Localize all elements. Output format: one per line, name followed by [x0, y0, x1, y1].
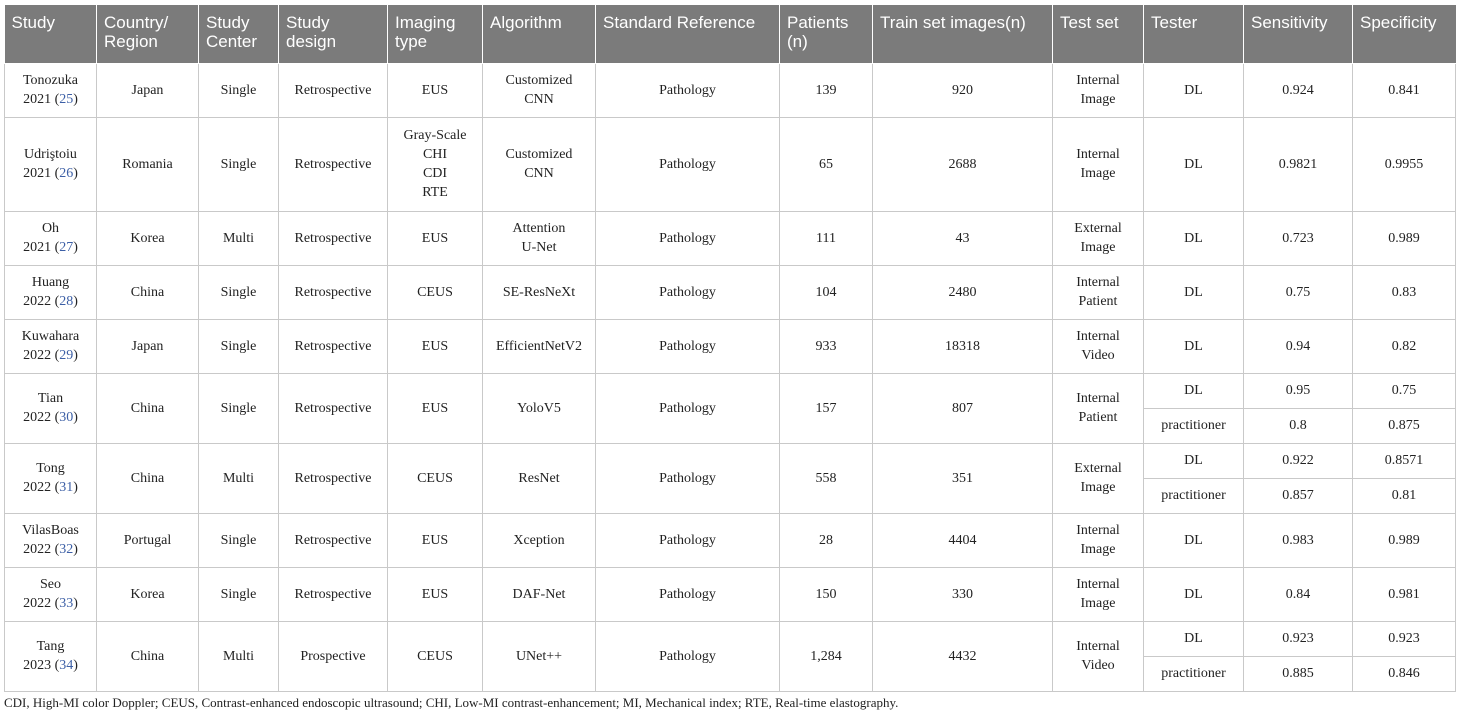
- country-cell: Korea: [97, 211, 199, 265]
- ref-paren: ): [73, 542, 78, 557]
- specificity-cell: 0.81: [1353, 478, 1456, 513]
- test-set-cell: [1053, 513, 1144, 567]
- design-cell: Retrospective: [279, 63, 388, 117]
- sensitivity-cell: 0.857: [1244, 478, 1353, 513]
- column-header-line: Test set: [1060, 13, 1119, 32]
- study-year: 2022: [23, 410, 52, 425]
- patients-cell: 111: [780, 211, 873, 265]
- country-cell: Japan: [97, 319, 199, 373]
- sensitivity-cell: 0.885: [1244, 656, 1353, 691]
- design-cell: Retrospective: [279, 211, 388, 265]
- algorithm-cell: [483, 567, 596, 621]
- reference-link[interactable]: 25: [59, 92, 74, 107]
- study-author: Udriştoiu: [24, 147, 77, 162]
- ref-paren: ): [73, 658, 78, 673]
- tester-cell: DL: [1144, 319, 1244, 373]
- study-author: Kuwahara: [21, 329, 80, 344]
- imaging-cell: [388, 211, 483, 265]
- table-row: [5, 211, 1456, 265]
- reference-cell: Pathology: [596, 443, 780, 513]
- specificity-cell: 0.981: [1353, 567, 1456, 621]
- center-cell: Single: [199, 373, 279, 443]
- patients-cell: 104: [780, 265, 873, 319]
- imaging-cell-line: CEUS: [417, 648, 453, 664]
- center-cell: Single: [199, 63, 279, 117]
- test-set-cell-line: Internal: [1076, 391, 1120, 406]
- ref-paren: ): [73, 348, 78, 363]
- patients-cell: 558: [780, 443, 873, 513]
- test-set-cell-line: Image: [1080, 542, 1116, 557]
- column-header: [1144, 5, 1244, 63]
- test-set-cell-line: Image: [1080, 166, 1116, 181]
- algorithm-cell: [483, 63, 596, 117]
- design-cell: Prospective: [279, 621, 388, 691]
- test-set-cell-line: Image: [1080, 480, 1116, 495]
- train-images-cell: 330: [873, 567, 1053, 621]
- tester-cell: DL: [1144, 443, 1244, 478]
- imaging-cell-line: EUS: [421, 338, 449, 354]
- column-header: [1053, 5, 1144, 63]
- imaging-cell: [388, 265, 483, 319]
- study-author: Tong: [36, 461, 65, 476]
- table-row: [5, 621, 1456, 656]
- sensitivity-cell: 0.723: [1244, 211, 1353, 265]
- column-header-line: Country/: [104, 13, 169, 32]
- column-header: [780, 5, 873, 63]
- ref-paren: (: [51, 240, 60, 255]
- imaging-cell-line: EUS: [421, 586, 449, 602]
- specificity-cell: 0.841: [1353, 63, 1456, 117]
- algorithm-cell-line: Customized: [505, 73, 573, 88]
- study-cell: [5, 567, 97, 621]
- algorithm-cell-line: DAF-Net: [512, 586, 566, 602]
- tester-cell: DL: [1144, 211, 1244, 265]
- sensitivity-cell: 0.75: [1244, 265, 1353, 319]
- design-cell: Retrospective: [279, 265, 388, 319]
- train-images-cell: 4432: [873, 621, 1053, 691]
- reference-cell: Pathology: [596, 265, 780, 319]
- study-cell: [5, 443, 97, 513]
- imaging-cell: [388, 63, 483, 117]
- algorithm-cell-line: SE-ResNeXt: [502, 284, 576, 300]
- country-cell: China: [97, 373, 199, 443]
- test-set-cell-line: Image: [1080, 92, 1116, 107]
- imaging-cell: [388, 443, 483, 513]
- table-body: [5, 63, 1456, 691]
- study-cell: [5, 319, 97, 373]
- ref-paren: (: [51, 410, 60, 425]
- column-header: [483, 5, 596, 63]
- algorithm-cell: [483, 443, 596, 513]
- test-set-cell-line: Internal: [1076, 275, 1120, 290]
- ref-paren: ): [73, 480, 78, 495]
- test-set-cell-line: Video: [1081, 658, 1115, 673]
- tester-cell: DL: [1144, 63, 1244, 117]
- ref-paren: (: [51, 596, 60, 611]
- imaging-cell-line: CEUS: [417, 284, 453, 300]
- test-set-cell-line: Video: [1081, 348, 1115, 363]
- center-cell: Multi: [199, 443, 279, 513]
- study-author: Huang: [31, 275, 70, 290]
- study-year: 2021: [23, 92, 52, 107]
- imaging-cell-line: CHI: [422, 147, 448, 162]
- study-year-line: [8, 478, 93, 497]
- sensitivity-cell: 0.922: [1244, 443, 1353, 478]
- tester-cell: DL: [1144, 117, 1244, 211]
- study-year-line: [8, 594, 93, 613]
- algorithm-cell: [483, 265, 596, 319]
- specificity-cell: 0.83: [1353, 265, 1456, 319]
- sensitivity-cell: 0.95: [1244, 373, 1353, 408]
- algorithm-cell: [483, 621, 596, 691]
- ref-paren: (: [51, 542, 60, 557]
- specificity-cell: 0.989: [1353, 211, 1456, 265]
- study-year-line: [8, 90, 93, 109]
- specificity-cell: 0.846: [1353, 656, 1456, 691]
- reference-link[interactable]: 30: [59, 410, 74, 425]
- patients-cell: 933: [780, 319, 873, 373]
- test-set-cell: [1053, 373, 1144, 443]
- reference-cell: Pathology: [596, 373, 780, 443]
- study-author: VilasBoas: [22, 523, 79, 538]
- study-year: 2022: [23, 294, 52, 309]
- center-cell: Single: [199, 117, 279, 211]
- center-cell: Single: [199, 567, 279, 621]
- train-images-cell: 2688: [873, 117, 1053, 211]
- specificity-cell: 0.75: [1353, 373, 1456, 408]
- algorithm-cell-line: ResNet: [518, 470, 560, 486]
- tester-cell: DL: [1144, 513, 1244, 567]
- study-year-line: [8, 238, 93, 257]
- algorithm-cell: [483, 211, 596, 265]
- test-set-cell: [1053, 265, 1144, 319]
- test-set-cell: [1053, 621, 1144, 691]
- ref-paren: (: [51, 348, 60, 363]
- study-author: Tang: [36, 639, 65, 654]
- country-cell: China: [97, 443, 199, 513]
- table-row: [5, 373, 1456, 408]
- ref-paren: ): [73, 240, 78, 255]
- patients-cell: 139: [780, 63, 873, 117]
- reference-cell: Pathology: [596, 63, 780, 117]
- test-set-cell-line: External: [1074, 221, 1122, 236]
- column-header-line: Study: [11, 13, 55, 32]
- specificity-cell: 0.989: [1353, 513, 1456, 567]
- reference-link[interactable]: 26: [59, 166, 74, 181]
- column-header-line: Standard Reference: [603, 13, 756, 32]
- column-header: [279, 5, 388, 63]
- table-row: [5, 443, 1456, 478]
- test-set-cell-line: Internal: [1076, 577, 1120, 592]
- study-year-line: [8, 292, 93, 311]
- train-images-cell: 18318: [873, 319, 1053, 373]
- patients-cell: 157: [780, 373, 873, 443]
- imaging-cell-line: EUS: [421, 532, 449, 548]
- algorithm-cell-line: CNN: [524, 166, 554, 181]
- study-author: Seo: [40, 577, 61, 592]
- column-header-line: Study: [286, 13, 330, 32]
- study-year-line: [8, 408, 93, 427]
- ref-paren: (: [51, 658, 60, 673]
- reference-cell: Pathology: [596, 621, 780, 691]
- column-header: [388, 5, 483, 63]
- train-images-cell: 2480: [873, 265, 1053, 319]
- column-header-line: Center: [206, 32, 258, 51]
- ref-paren: (: [51, 92, 60, 107]
- algorithm-cell-line: EfficientNetV2: [495, 338, 583, 354]
- train-images-cell: 807: [873, 373, 1053, 443]
- test-set-cell-line: Patient: [1078, 410, 1118, 425]
- patients-cell: 28: [780, 513, 873, 567]
- study-year-line: [8, 346, 93, 365]
- study-cell: [5, 513, 97, 567]
- study-author: Tian: [37, 391, 64, 406]
- country-cell: Romania: [97, 117, 199, 211]
- tester-cell: practitioner: [1144, 408, 1244, 443]
- reference-cell: Pathology: [596, 567, 780, 621]
- study-year: 2023: [23, 658, 52, 673]
- test-set-cell-line: Internal: [1076, 639, 1120, 654]
- tester-cell: practitioner: [1144, 656, 1244, 691]
- imaging-cell-line: CDI: [422, 166, 448, 181]
- test-set-cell-line: Patient: [1078, 294, 1118, 309]
- ref-paren: ): [73, 92, 78, 107]
- reference-cell: Pathology: [596, 513, 780, 567]
- test-set-cell: [1053, 319, 1144, 373]
- study-year: 2022: [23, 596, 52, 611]
- column-header: [596, 5, 780, 63]
- imaging-cell: [388, 117, 483, 211]
- reference-link[interactable]: 34: [59, 658, 74, 673]
- study-author: Oh: [41, 221, 60, 236]
- study-year: 2022: [23, 480, 52, 495]
- test-set-cell-line: Internal: [1076, 147, 1120, 162]
- column-header-line: Tester: [1151, 13, 1198, 32]
- column-header-line: Specificity: [1360, 13, 1437, 32]
- ref-paren: ): [73, 166, 78, 181]
- column-header-line: type: [395, 32, 428, 51]
- column-header: [873, 5, 1053, 63]
- table-row: [5, 513, 1456, 567]
- imaging-cell: [388, 567, 483, 621]
- algorithm-cell-line: Customized: [505, 147, 573, 162]
- country-cell: China: [97, 265, 199, 319]
- center-cell: Single: [199, 513, 279, 567]
- ref-paren: (: [51, 294, 60, 309]
- reference-cell: Pathology: [596, 117, 780, 211]
- tester-cell: practitioner: [1144, 478, 1244, 513]
- reference-cell: Pathology: [596, 211, 780, 265]
- algorithm-cell: [483, 513, 596, 567]
- center-cell: Multi: [199, 621, 279, 691]
- country-cell: Portugal: [97, 513, 199, 567]
- country-cell: China: [97, 621, 199, 691]
- imaging-cell-line: EUS: [421, 82, 449, 98]
- study-year: 2021: [23, 166, 52, 181]
- ref-paren: (: [51, 166, 60, 181]
- specificity-cell: 0.9955: [1353, 117, 1456, 211]
- train-images-cell: 4404: [873, 513, 1053, 567]
- reference-link[interactable]: 27: [59, 240, 74, 255]
- table-row: [5, 567, 1456, 621]
- patients-cell: 150: [780, 567, 873, 621]
- column-header-line: Train set images(n): [880, 13, 1026, 32]
- algorithm-cell: [483, 117, 596, 211]
- table-row: [5, 319, 1456, 373]
- study-table: [4, 5, 1456, 692]
- sensitivity-cell: 0.924: [1244, 63, 1353, 117]
- column-header: [199, 5, 279, 63]
- algorithm-cell-line: UNet++: [515, 648, 563, 664]
- imaging-cell: [388, 621, 483, 691]
- train-images-cell: 920: [873, 63, 1053, 117]
- reference-cell: Pathology: [596, 319, 780, 373]
- sensitivity-cell: 0.84: [1244, 567, 1353, 621]
- column-header-line: Imaging: [395, 13, 456, 32]
- specificity-cell: 0.8571: [1353, 443, 1456, 478]
- test-set-cell-line: Internal: [1076, 523, 1120, 538]
- algorithm-cell: [483, 319, 596, 373]
- reference-link[interactable]: 32: [59, 542, 74, 557]
- country-cell: Korea: [97, 567, 199, 621]
- sensitivity-cell: 0.8: [1244, 408, 1353, 443]
- reference-link[interactable]: 33: [59, 596, 74, 611]
- column-header-line: (n): [787, 32, 808, 51]
- column-header: [1353, 5, 1456, 63]
- column-header-line: Algorithm: [490, 13, 562, 32]
- test-set-cell-line: Internal: [1076, 329, 1120, 344]
- imaging-cell-line: EUS: [421, 400, 449, 416]
- ref-paren: ): [73, 294, 78, 309]
- design-cell: Retrospective: [279, 513, 388, 567]
- study-year: 2021: [23, 240, 52, 255]
- patients-cell: 1,284: [780, 621, 873, 691]
- column-header-line: Patients: [787, 13, 849, 32]
- column-header: [97, 5, 199, 63]
- test-set-cell-line: External: [1074, 461, 1122, 476]
- train-images-cell: 351: [873, 443, 1053, 513]
- study-cell: [5, 63, 97, 117]
- study-year-line: [8, 540, 93, 559]
- study-cell: [5, 621, 97, 691]
- study-cell: [5, 117, 97, 211]
- test-set-cell: [1053, 63, 1144, 117]
- ref-paren: ): [73, 596, 78, 611]
- design-cell: Retrospective: [279, 319, 388, 373]
- center-cell: Single: [199, 319, 279, 373]
- algorithm-cell-line: YoloV5: [517, 400, 561, 416]
- study-cell: [5, 373, 97, 443]
- imaging-cell-line: CEUS: [417, 470, 453, 486]
- imaging-cell: [388, 319, 483, 373]
- sensitivity-cell: 0.9821: [1244, 117, 1353, 211]
- study-year: 2022: [23, 348, 52, 363]
- study-cell: [5, 265, 97, 319]
- column-header-line: Region: [104, 32, 158, 51]
- train-images-cell: 43: [873, 211, 1053, 265]
- column-header: [1244, 5, 1353, 63]
- study-year: 2022: [23, 542, 52, 557]
- test-set-cell: [1053, 567, 1144, 621]
- reference-link[interactable]: 31: [59, 480, 74, 495]
- specificity-cell: 0.923: [1353, 621, 1456, 656]
- tester-cell: DL: [1144, 621, 1244, 656]
- imaging-cell-line: RTE: [422, 185, 448, 200]
- center-cell: Multi: [199, 211, 279, 265]
- imaging-cell: [388, 373, 483, 443]
- specificity-cell: 0.875: [1353, 408, 1456, 443]
- column-header-line: Sensitivity: [1251, 13, 1328, 32]
- algorithm-cell: [483, 373, 596, 443]
- study-author: Tonozuka: [22, 73, 78, 88]
- reference-link[interactable]: 28: [59, 294, 74, 309]
- table-footnote: CDI, High-MI color Doppler; CEUS, Contrast-enhanced endoscopic ultrasound; CHI, Low-MI contrast-enhancement; MI, Mechanical index; RTE, Real-time elastography.: [4, 695, 899, 710]
- study-cell: [5, 211, 97, 265]
- imaging-cell-line: EUS: [421, 230, 449, 246]
- test-set-cell-line: Internal: [1076, 73, 1120, 88]
- study-year-line: [8, 164, 93, 183]
- table-row: [5, 117, 1456, 211]
- sensitivity-cell: 0.983: [1244, 513, 1353, 567]
- algorithm-cell-line: Attention: [512, 221, 566, 236]
- sensitivity-cell: 0.94: [1244, 319, 1353, 373]
- table-row: [5, 265, 1456, 319]
- tester-cell: DL: [1144, 373, 1244, 408]
- imaging-cell-line: Gray-Scale: [403, 128, 467, 143]
- imaging-cell: [388, 513, 483, 567]
- test-set-cell: [1053, 211, 1144, 265]
- design-cell: Retrospective: [279, 117, 388, 211]
- ref-paren: (: [51, 480, 60, 495]
- header-row: [5, 5, 1456, 63]
- design-cell: Retrospective: [279, 567, 388, 621]
- column-header: [5, 5, 97, 63]
- test-set-cell: [1053, 117, 1144, 211]
- column-header-line: design: [286, 32, 337, 51]
- ref-paren: ): [73, 410, 78, 425]
- algorithm-cell-line: Xception: [513, 532, 565, 548]
- tester-cell: DL: [1144, 567, 1244, 621]
- test-set-cell-line: Image: [1080, 596, 1116, 611]
- design-cell: Retrospective: [279, 443, 388, 513]
- reference-link[interactable]: 29: [59, 348, 74, 363]
- column-header-line: Study: [206, 13, 250, 32]
- table-row: [5, 63, 1456, 117]
- design-cell: Retrospective: [279, 373, 388, 443]
- test-set-cell-line: Image: [1080, 240, 1116, 255]
- algorithm-cell-line: U-Net: [521, 240, 557, 255]
- patients-cell: 65: [780, 117, 873, 211]
- test-set-cell: [1053, 443, 1144, 513]
- specificity-cell: 0.82: [1353, 319, 1456, 373]
- tester-cell: DL: [1144, 265, 1244, 319]
- algorithm-cell-line: CNN: [524, 92, 554, 107]
- country-cell: Japan: [97, 63, 199, 117]
- study-year-line: [8, 656, 93, 675]
- sensitivity-cell: 0.923: [1244, 621, 1353, 656]
- center-cell: Single: [199, 265, 279, 319]
